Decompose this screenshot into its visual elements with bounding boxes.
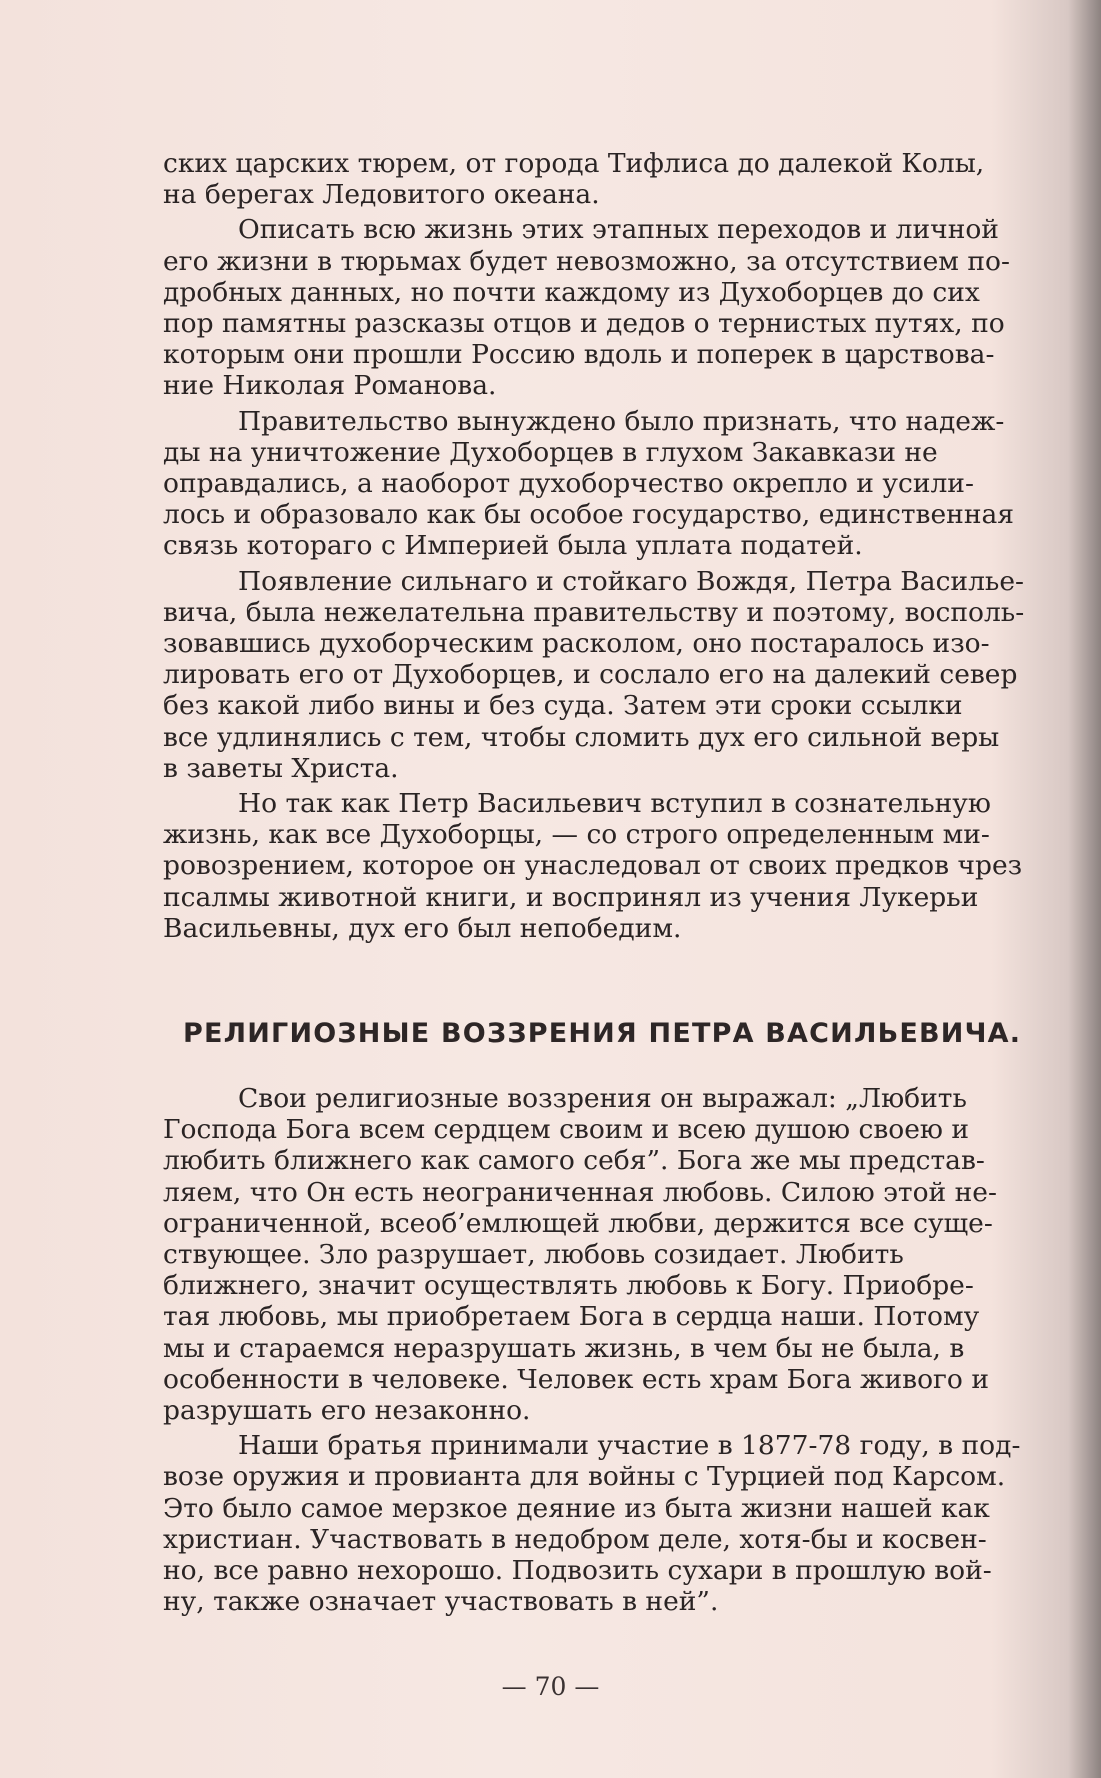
section-heading: РЕЛИГИОЗНЫЕ ВОЗЗРЕНИЯ ПЕТРА ВАСИЛЬЕВИЧА. (183, 1018, 1022, 1049)
bottom-text-block (163, 1083, 1073, 1617)
paragraph-religious-views: Свои религиозные воззрения он выражал: „Любить Господа Бога всем сердцем своим и всею душою своею и любить ближнего как самого себя”. Бога же мы представ- ляем, что Он есть неограниченная любовь. Силою этой не- ограниченной, всеоб’емлющей любви, держится все суще- ствующее. Зло разрушает, любовь созидает. Любить ближнего, значит осуществлять любовь к Богу. Приобре- тая любовь, мы приобретаем Бога в сердца наши. Потому мы и стараемся неразрушать жизнь, в чем бы не была, в особенности в человеке. Человек есть храм Бога живого и разрушать его незаконно. (163, 1083, 997, 1427)
paragraph-war-1877: Наши братья принимали участие в 1877-78 году, в под- возе оружия и провианта для войны с Турцией под Карсом. Это было самое мерзкое деяние из быта жизни нашей как христиан. Участвовать в недобром деле, хотя-бы и косвен- но, все равно нехорошо. Подвозить сухари в прошлую вой- ну, также означает участвовать в ней”. (163, 1430, 1021, 1618)
paragraph-continuation: ских царских тюрем, от города Тифлиса до далекой Колы, на берегах Ледовитого океана. (163, 148, 985, 211)
paragraph-journeys: Описать всю жизнь этих этапных переходов и личной его жизни в тюрьмах будет невозможно, за отсутствием по- дробных данных, но почти каждому из Духоборцев до сих пор памятны разсказы отцов и дедов о тернистых путях, по которым они прошли Россию вдоль и поперек в царствова- ние Николая Романова. (163, 214, 1010, 402)
paragraph-leader: Появление сильнаго и стойкаго Вождя, Петра Василье- вича, была нежелательна правительству и поэтому, восполь- зовавшись духоборческим расколом, оно постаралось изо- лировать его от Духоборцев, и сослало его на далекий север без какой либо вины и без суда. Затем эти сроки ссылки все удлинялись с тем, чтобы сломить дух его сильной веры в заветы Христа. (163, 565, 1025, 784)
paragraph-worldview: Но так как Петр Васильевич вступил в сознательную жизнь, как все Духоборцы, — со строго определенным ми- ровозрением, которое он унаследовал от своих предков чрез псалмы животной книги, и воспринял из учения Лукерьи Васильевны, дух его был непобедим. (163, 788, 1023, 944)
paragraph-government: Правительство вынуждено было признать, что надеж- ды на уничтожение Духоборцев в глухом Закавкази не оправдались, а наоборот духоборчество окрепло и усили- лось и образовало как бы особое государство, единственная связь котораго с Империей была уплата податей. (163, 405, 1015, 562)
page-number: — 70 — (501, 1672, 600, 1701)
top-text-block (163, 148, 1073, 944)
